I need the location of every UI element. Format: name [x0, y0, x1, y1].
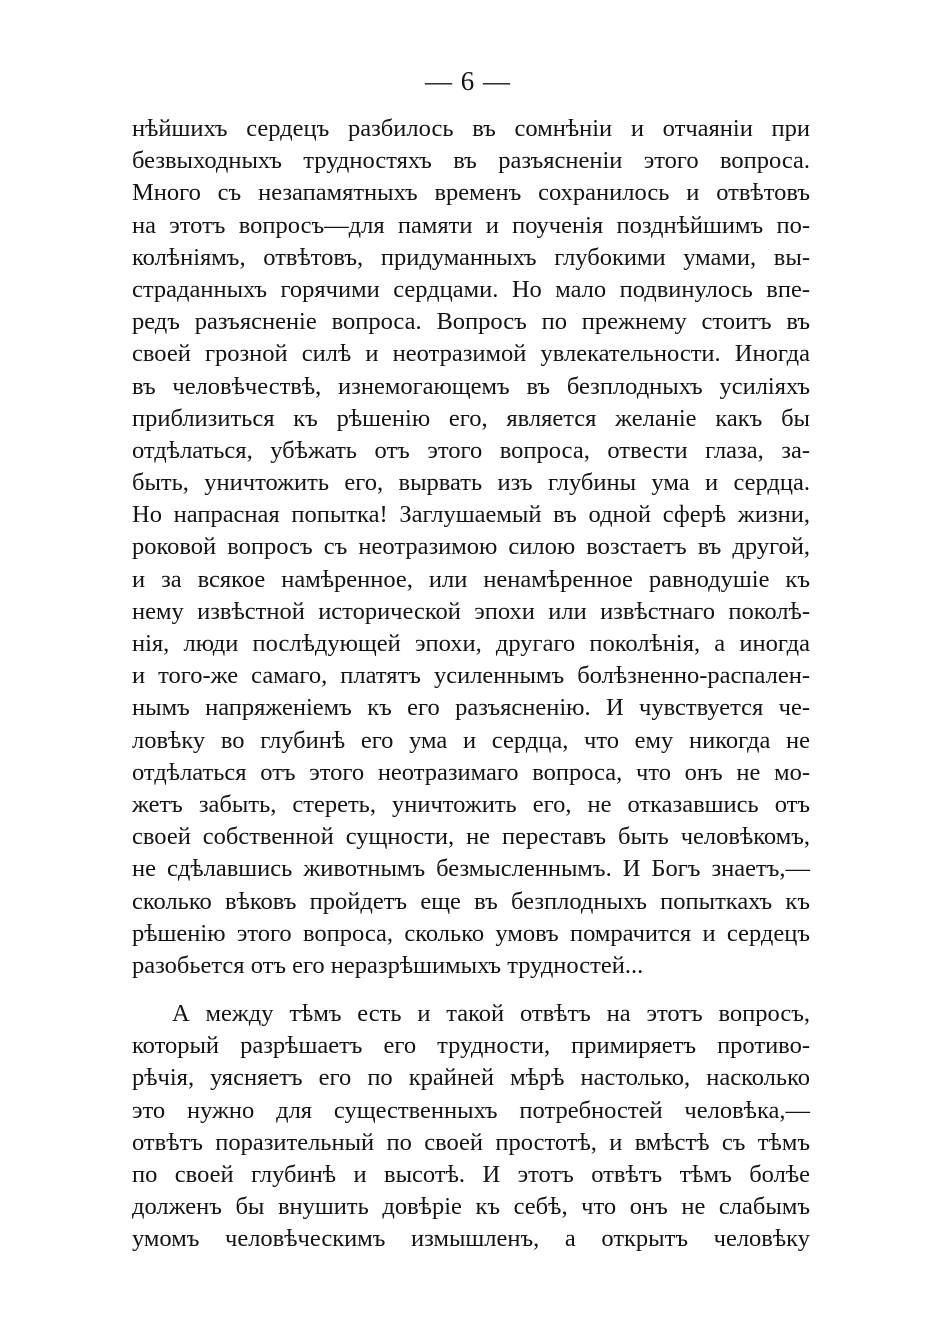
text-line: это нужно для существенныхъ потребностей человѣка,— — [132, 1096, 810, 1124]
text-line: не сдѣлавшись животнымъ безмысленнымъ. И Богъ знаетъ,— — [132, 855, 810, 883]
text-line: быть, уничтожить его, вырвать изъ глубины ума и сердца. — [132, 469, 810, 497]
text-line: Но напрасная попытка! Заглушаемый въ одной сферѣ жизни, — [132, 501, 810, 529]
text-line: Много съ незапамятныхъ временъ сохранилось и отвѣтовъ — [132, 179, 810, 207]
text-line: рѣшенiю этого вопроса, сколько умовъ помрачится и сердецъ — [132, 919, 810, 947]
text-line: безвыходныхъ трудностяхъ въ разъясненiи этого вопроса. — [132, 147, 810, 175]
text-line: колѣнiямъ, отвѣтовъ, придуманныхъ глубокими умами, вы- — [132, 243, 810, 271]
text-line: по своей глубинѣ и высотѣ. И этотъ отвѣтъ тѣмъ болѣе — [132, 1161, 810, 1188]
text-line: своей собственной сущности, не переставъ быть человѣкомъ, — [132, 823, 810, 851]
text-line: приблизиться къ рѣшенiю его, является желанiе какъ бы — [132, 404, 810, 432]
page-body-text — [132, 113, 810, 1256]
text-line: нымъ напряженiемъ къ его разъясненiю. И чувствуется че- — [132, 694, 810, 722]
text-line: роковой вопросъ съ неотразимою силою возстаетъ въ другой, — [132, 533, 810, 561]
text-line: въ человѣчествѣ, изнемогающемъ въ безплодныхъ усилiяхъ — [132, 372, 810, 400]
text-line: нiя, люди послѣдующей эпохи, другаго поколѣнiя, а иногда — [132, 630, 810, 657]
text-line: и того-же самаго, платятъ усиленнымъ болѣзненно-распален- — [132, 662, 810, 690]
text-line: А между тѣмъ есть и такой отвѣтъ на этотъ вопросъ, — [172, 1000, 810, 1028]
text-line: нему извѣстной исторической эпохи или извѣстнаго поколѣ- — [132, 597, 810, 625]
text-line: нѣйшихъ сердецъ разбилось въ сомнѣнiи и отчаянiи при — [132, 115, 810, 142]
paragraph-1 — [132, 113, 810, 982]
text-line: долженъ бы внушить довѣрiе къ себѣ, что онъ не слабымъ — [132, 1193, 810, 1221]
text-line: и за всякое намѣренное, или ненамѣренное равнодушiе къ — [132, 565, 810, 593]
paragraph-spacer — [132, 982, 810, 998]
text-line: разобьется отъ его неразрѣшимыхъ трудностей... — [132, 951, 644, 979]
text-line: жетъ забыть, стереть, уничтожить его, не отказавшись отъ — [132, 790, 810, 818]
text-line: на этотъ вопросъ—для памяти и поученія позднѣйшимъ по- — [132, 211, 810, 239]
text-line: редъ разъясненiе вопроса. Вопросъ по прежнему стоитъ въ — [132, 308, 810, 336]
page-number: — 6 — — [425, 66, 511, 96]
text-line: своей грозной силѣ и неотразимой увлекательности. Иногда — [132, 340, 810, 368]
text-line: отвѣтъ поразительный по своей простотѣ, и вмѣстѣ съ тѣмъ — [132, 1128, 810, 1156]
text-line: сколько вѣковъ пройдетъ еще въ безплодныхъ попыткахъ къ — [132, 887, 810, 915]
text-line: который разрѣшаетъ его трудности, примиряетъ противо- — [132, 1032, 810, 1060]
text-line: ловѣку во глубинѣ его ума и сердца, что ему никогда не — [132, 726, 810, 754]
text-line: умомъ человѣческимъ измышленъ, а открытъ человѣку — [132, 1225, 810, 1253]
text-line: отдѣлаться, убѣжать отъ этого вопроса, отвести глаза, за- — [132, 436, 810, 464]
text-line: рѣчiя, уясняетъ его по крайней мѣрѣ настолько, насколько — [132, 1064, 810, 1092]
text-line: страданныхъ горячими сердцами. Но мало подвинулось впе- — [132, 275, 810, 303]
paragraph-2 — [132, 998, 810, 1256]
text-line: отдѣлаться отъ этого неотразимаго вопроса, что онъ не мо- — [132, 758, 810, 786]
